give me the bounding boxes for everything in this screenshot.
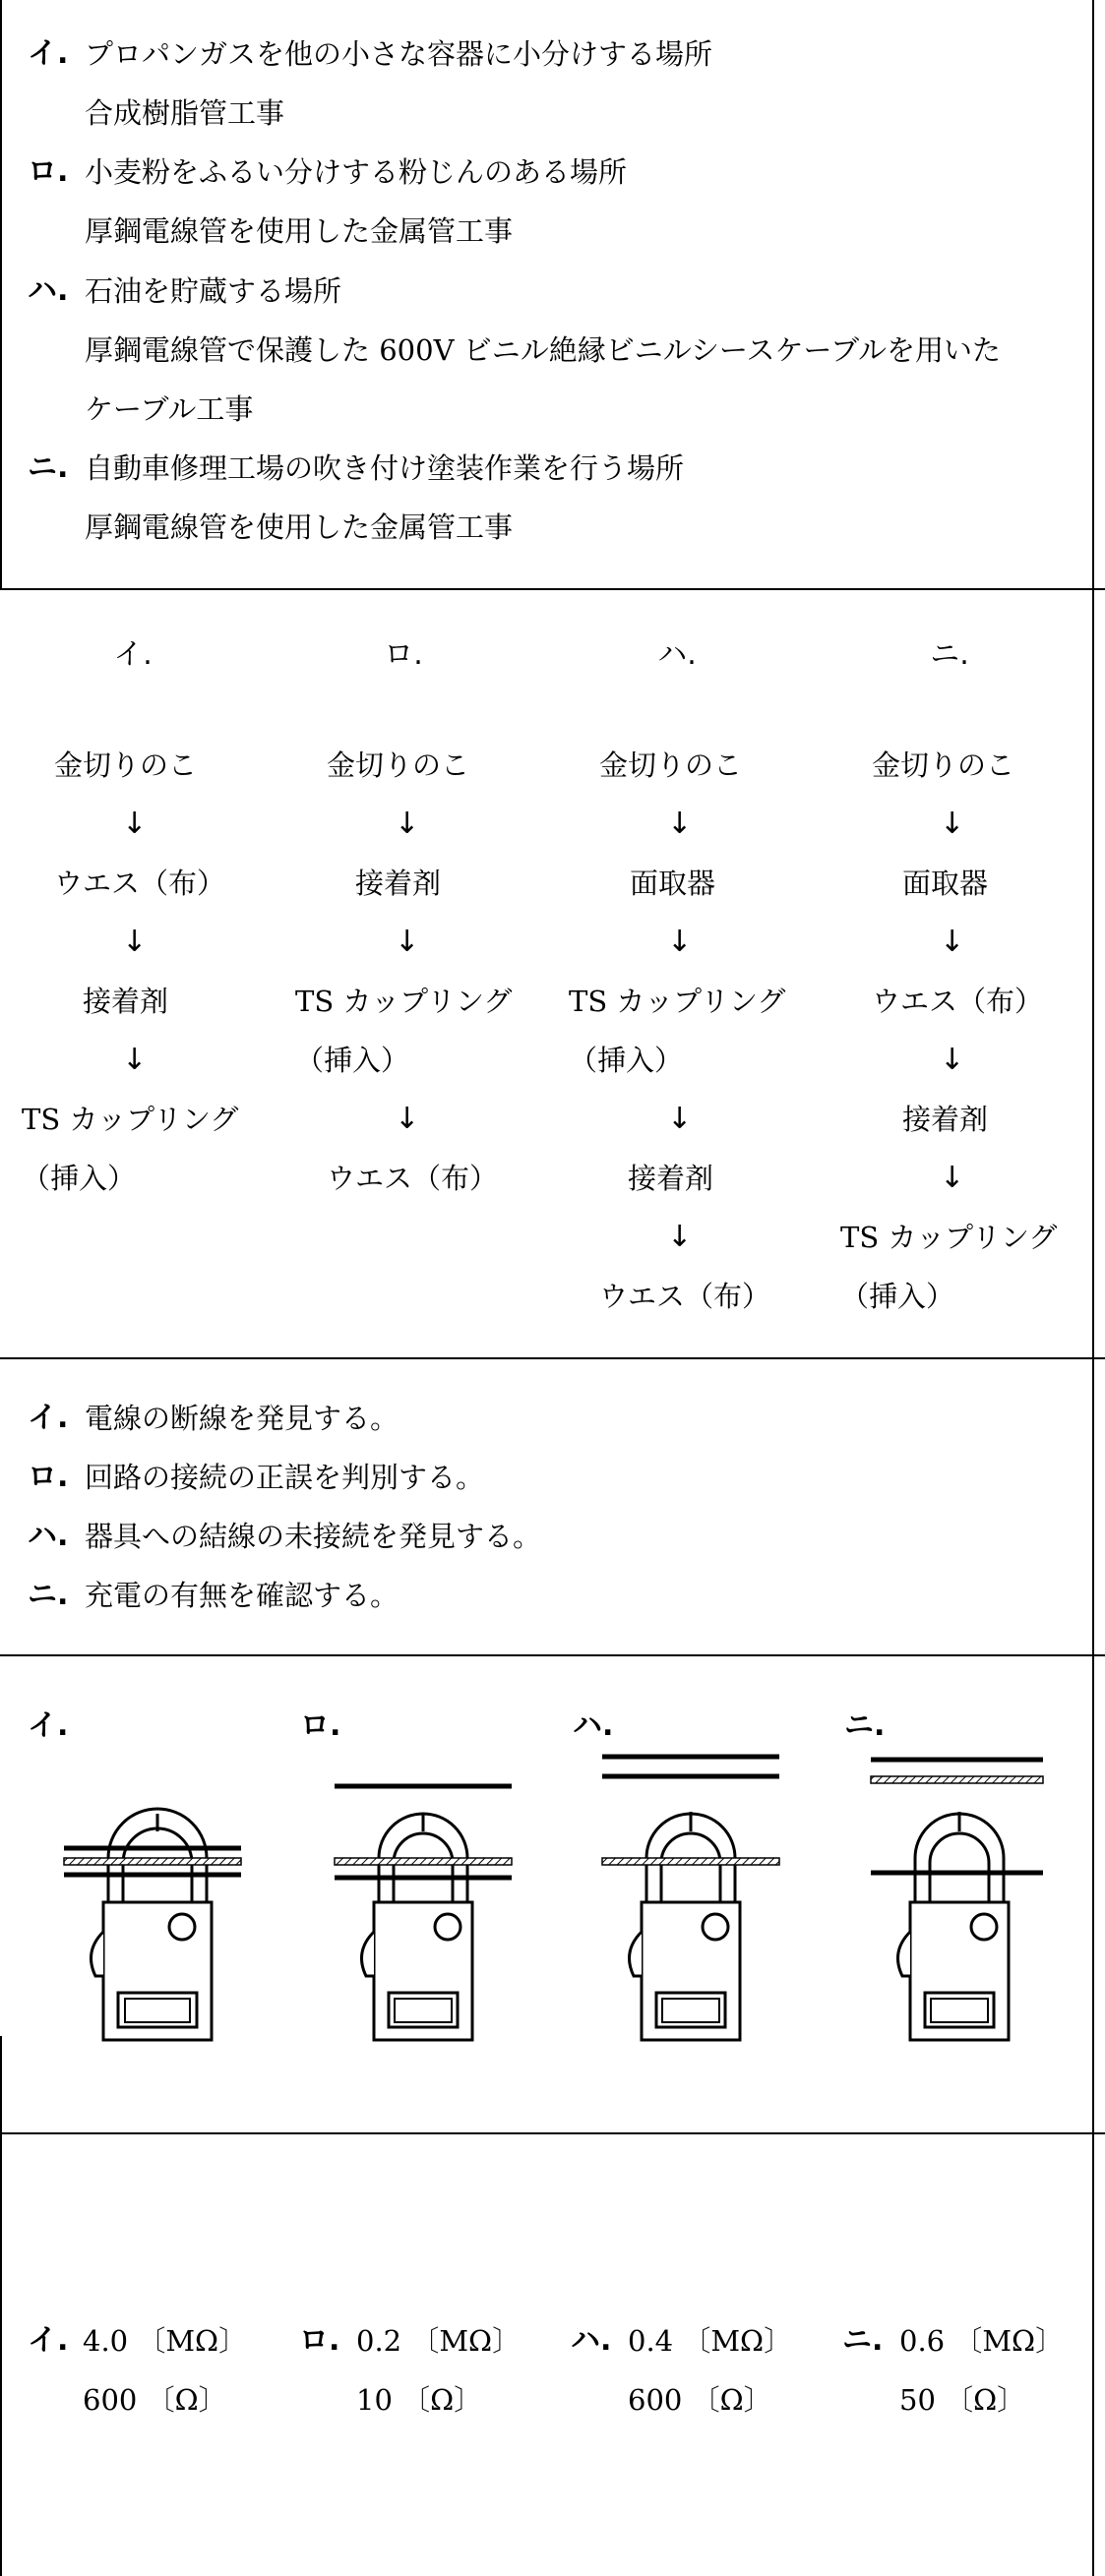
option-text: プロパンガスを他の小さな容器に小分けする場所 (85, 37, 713, 71)
option-text: 石油を貯蔵する場所 (85, 274, 342, 308)
column-label: ニ. (930, 637, 969, 672)
figure-label: イ. (28, 1708, 69, 1743)
step-text: （挿入） (840, 1280, 955, 1313)
column-label: ハ. (657, 637, 697, 672)
clamp-meter-figure (54, 1804, 261, 2040)
step-text: 面取器 (902, 867, 989, 900)
option-label: ニ. (28, 1578, 69, 1612)
column-label: ロ. (384, 637, 423, 672)
option-label: イ. (28, 36, 69, 71)
option-value-2: 600 〔Ω〕 (628, 2383, 772, 2417)
down-arrow: ↓ (395, 925, 420, 959)
column-label: イ. (113, 637, 153, 672)
option-text: ケーブル工事 (85, 392, 254, 426)
down-arrow: ↓ (667, 925, 693, 959)
section-1-options (0, 0, 1092, 588)
down-arrow: ↓ (940, 1043, 965, 1077)
option-label: ロ. (28, 154, 69, 189)
figure-label: ニ. (844, 1708, 886, 1743)
option-text: 厚鋼電線管を使用した金属管工事 (85, 510, 514, 544)
step-text: 接着剤 (83, 985, 169, 1018)
step-text: TS カップリング (22, 1103, 239, 1136)
step-text: 面取器 (630, 867, 716, 900)
option-label: ニ. (28, 450, 69, 485)
down-arrow: ↓ (940, 807, 965, 841)
clamp-meter-figure (871, 1804, 1077, 2040)
step-text: （挿入） (295, 1044, 410, 1077)
step-text: 金切りのこ (327, 749, 470, 782)
step-text: （挿入） (569, 1044, 684, 1077)
option-value-2: 50 〔Ω〕 (899, 2383, 1026, 2417)
option-label: ロ. (299, 2323, 340, 2358)
option-text: 電線の断線を発見する。 (85, 1402, 399, 1435)
figure-label: ロ. (300, 1708, 341, 1743)
step-text: TS カップリング (569, 985, 786, 1018)
option-text: 小麦粉をふるい分けする粉じんのある場所 (85, 155, 628, 189)
step-text: 接着剤 (628, 1162, 714, 1195)
step-text: 接着剤 (355, 867, 442, 900)
step-text: ウエス（布） (872, 985, 1044, 1018)
step-text: ウエス（布） (54, 867, 226, 900)
option-text: 自動車修理工場の吹き付け塗装作業を行う場所 (85, 451, 685, 485)
option-text: 回路の接続の正誤を判別する。 (85, 1461, 485, 1494)
step-text: 金切りのこ (872, 749, 1015, 782)
down-arrow: ↓ (122, 807, 148, 841)
option-value-1: 0.6 〔MΩ〕 (899, 2324, 1065, 2358)
section-2-procedures (0, 590, 1092, 1357)
option-value-1: 0.2 〔MΩ〕 (356, 2324, 522, 2358)
clamp-meter-figure (330, 1804, 536, 2040)
option-label: ハ. (28, 1519, 69, 1553)
step-text: 金切りのこ (54, 749, 198, 782)
section-4-clamp-meters (0, 1656, 1092, 2132)
down-arrow: ↓ (940, 1161, 965, 1195)
section-5-answers (0, 2134, 1092, 2576)
step-text: TS カップリング (295, 985, 513, 1018)
down-arrow: ↓ (667, 807, 693, 841)
down-arrow: ↓ (667, 1102, 693, 1136)
down-arrow: ↓ (122, 1043, 148, 1077)
down-arrow: ↓ (667, 1220, 693, 1254)
option-value-2: 600 〔Ω〕 (83, 2383, 227, 2417)
step-text: ウエス（布） (599, 1280, 771, 1313)
option-value-1: 4.0 〔MΩ〕 (83, 2324, 248, 2358)
step-text: TS カップリング (840, 1221, 1058, 1254)
down-arrow: ↓ (395, 807, 420, 841)
step-text: ウエス（布） (327, 1162, 499, 1195)
step-text: （挿入） (22, 1162, 137, 1195)
option-text: 厚鋼電線管を使用した金属管工事 (85, 214, 514, 248)
option-text: 器具への結線の未接続を発見する。 (85, 1520, 542, 1553)
option-label: ロ. (28, 1460, 69, 1494)
option-value-2: 10 〔Ω〕 (356, 2383, 483, 2417)
option-value-1: 0.4 〔MΩ〕 (628, 2324, 793, 2358)
down-arrow: ↓ (395, 1102, 420, 1136)
step-text: 金切りのこ (599, 749, 743, 782)
option-label: イ. (28, 1401, 69, 1435)
option-label: イ. (28, 2323, 69, 2358)
option-label: ハ. (28, 273, 69, 308)
option-text: 厚鋼電線管で保護した 600V ビニル絶縁ビニルシースケーブルを用いた (85, 333, 1001, 367)
section-3-options (0, 1359, 1092, 1654)
option-label: ニ. (842, 2323, 884, 2358)
step-text: 接着剤 (902, 1103, 989, 1136)
down-arrow: ↓ (122, 925, 148, 959)
option-label: ハ. (571, 2323, 612, 2358)
clamp-meter-figure (602, 1804, 809, 2040)
figure-label: ハ. (573, 1708, 614, 1743)
right-border (1092, 0, 1094, 2576)
option-text: 合成樹脂管工事 (85, 96, 285, 130)
down-arrow: ↓ (940, 925, 965, 959)
option-text: 充電の有無を確認する。 (85, 1579, 399, 1612)
